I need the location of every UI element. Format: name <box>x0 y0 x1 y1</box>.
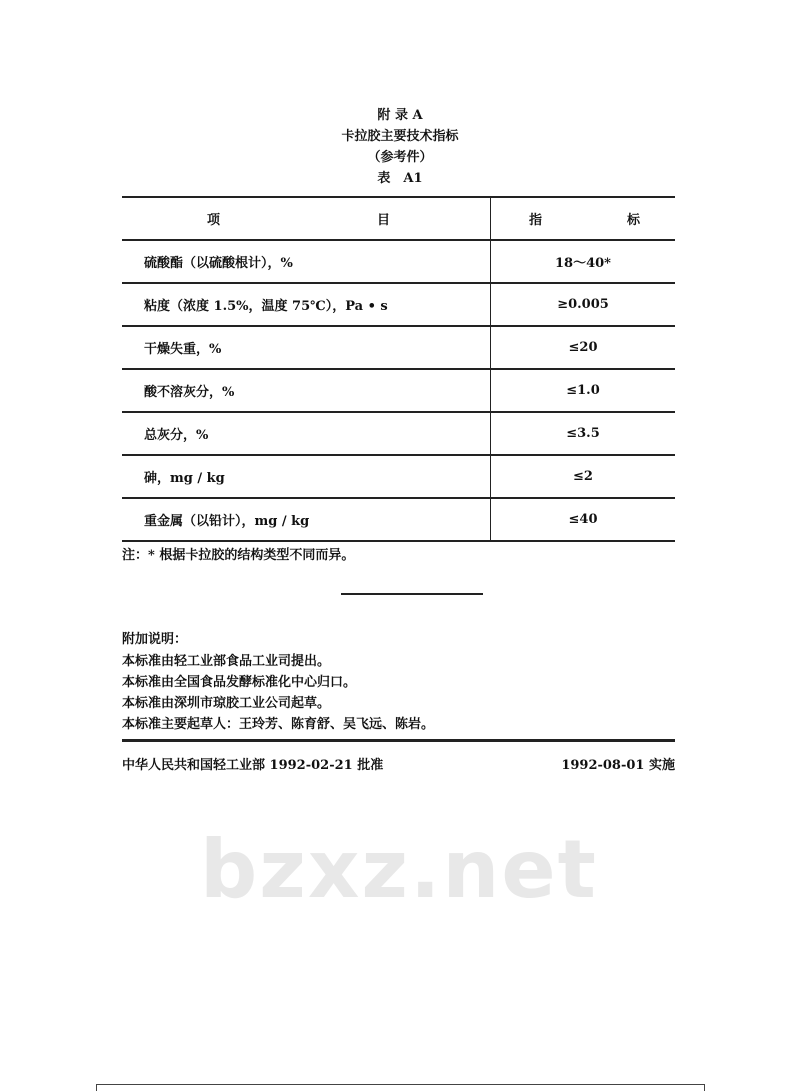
table-header <box>122 197 675 240</box>
row-value: ≤40 <box>491 498 676 541</box>
footer-rule <box>122 739 675 742</box>
row-item: 砷，mg / kg <box>122 455 491 498</box>
header-value-2: 标 <box>626 213 640 228</box>
row-item: 粘度（浓度 1.5%，温度 75℃），Pa • s <box>122 283 491 326</box>
row-value: ≤3.5 <box>491 412 676 455</box>
row-item: 硫酸酯（以硫酸根计），% <box>122 240 491 283</box>
row-item: 酸不溶灰分，% <box>122 369 491 412</box>
next-page-border <box>96 1084 705 1091</box>
row-value: ≤2 <box>491 455 676 498</box>
header-item-2: 目 <box>376 213 390 228</box>
table-row <box>122 326 675 369</box>
table-row <box>122 283 675 326</box>
row-value: ≥0.005 <box>491 283 676 326</box>
watermark: bzxz.net <box>200 823 598 916</box>
approval-text: 中华人民共和国轻工业部 1992-02-21 批准 <box>122 758 384 773</box>
appendix-title: 卡拉胶主要技术指标 <box>341 129 459 144</box>
footnote: 注：* 根据卡拉胶的结构类型不同而异。 <box>122 548 355 563</box>
row-value: ≤20 <box>491 326 676 369</box>
row-item: 重金属（以铅计），mg / kg <box>122 498 491 541</box>
header-value: 指 <box>529 213 543 228</box>
appendix-note: （参考件） <box>367 150 433 165</box>
spec-table <box>122 196 675 542</box>
table-row <box>122 412 675 455</box>
additional-title: 附加说明： <box>122 632 188 647</box>
table-row <box>122 498 675 541</box>
header-item: 项 <box>207 213 221 228</box>
table-label: 表 A1 <box>377 171 423 186</box>
divider <box>341 593 483 595</box>
table-row <box>122 455 675 498</box>
appendix-heading: 附 录 A <box>377 108 423 123</box>
row-item: 干燥失重，% <box>122 326 491 369</box>
effective-text: 1992-08-01 实施 <box>561 758 675 773</box>
row-value: 18～40* <box>491 240 676 283</box>
additional-line: 本标准由轻工业部食品工业司提出。 <box>122 654 331 669</box>
row-value: ≤1.0 <box>491 369 676 412</box>
additional-line: 本标准由全国食品发酵标准化中心归口。 <box>122 675 357 690</box>
table-row <box>122 369 675 412</box>
table-row <box>122 240 675 283</box>
row-item: 总灰分，% <box>122 412 491 455</box>
additional-line: 本标准主要起草人：王玲芳、陈育舒、吴飞远、陈岩。 <box>122 717 435 732</box>
additional-line: 本标准由深圳市琼胶工业公司起草。 <box>122 696 331 711</box>
